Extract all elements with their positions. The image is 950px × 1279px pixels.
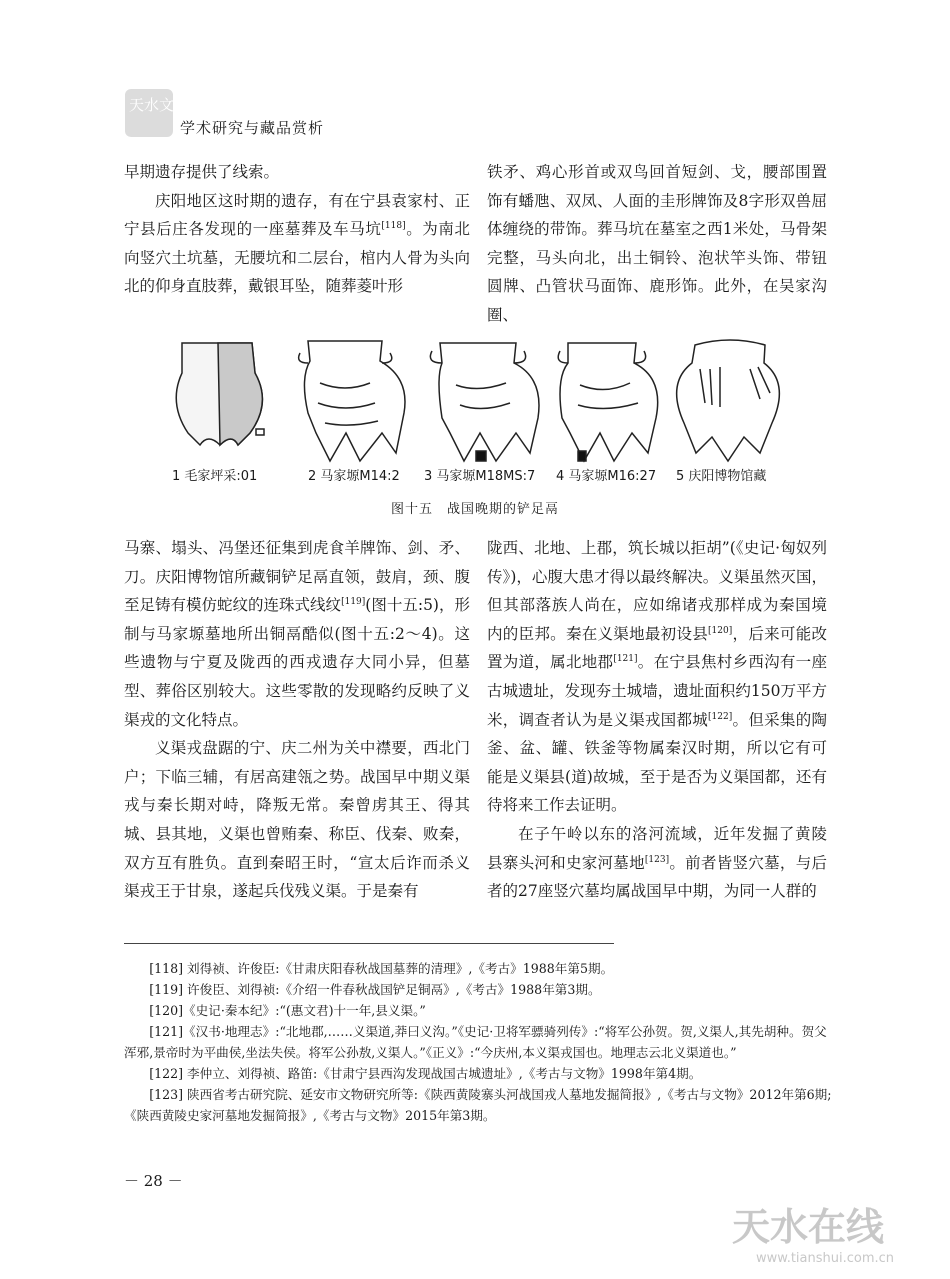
watermark-text: 天水在线 [732, 1205, 885, 1249]
reference-121[interactable]: [121] [613, 654, 638, 665]
paragraph: 铁矛、鸡心形首或双鸟回首短剑、戈，腰部围置饰有蟠虺、双凤、人面的圭形牌饰及8字形双兽屈体缠绕的带饰。葬马坑在墓室之西1米处，马骨架完整，马头向北，出土铜铃、泡状竿头饰、带钮圆牌、凸管状马面饰、鹿形饰。此外，在吴家沟圈、 [487, 163, 827, 324]
column-bottom-left [124, 534, 470, 906]
text-run: ，后来可能改置为道，属北地郡 [487, 624, 827, 672]
paragraph [487, 820, 827, 906]
text-run: 陇西、北地、上郡，筑长城以拒胡”(《史记·匈奴列传》)，心腹大患才得以最终解决。义渠虽然灭国，但其部落族人尚在，应如绵诸戎那样成为秦国境内的臣邦。秦在义渠地最初设县 [487, 539, 827, 643]
page-number: － 28 － [124, 1172, 183, 1190]
text-run: 。前者皆竖穴墓，与后者的27座竖穴墓均属战国早中期，为同一人群的 [487, 853, 827, 901]
logo-char-1: 天水文博 [129, 96, 190, 114]
paragraph [124, 187, 470, 301]
text-run: 在子午岭以东的洛河流域，近年发掘了黄陵县寨头河和史家河墓地 [487, 824, 827, 872]
footnote-122: [122] 李仲立、刘得祯、路笛:《甘肃宁县西沟发现战国古城遗址》,《考古与文物》1998年第4期。 [149, 1066, 702, 1081]
text-run: 马寨、塌头、冯堡还征集到虎食羊牌饰、剑、矛、刀。庆阳博物馆所藏铜铲足鬲直领，鼓肩，颈、腹至足铸有模仿蛇纹的连珠式线纹 [124, 539, 470, 615]
watermark-url: www.tianshui.com.cn [756, 1251, 895, 1266]
figure-label-3: 3 马家塬M18MS:7 [424, 469, 536, 484]
footnote-120: [120]《史记·秦本纪》:“(惠文君)十一年,县义渠。” [149, 1003, 426, 1018]
vessel-5 [677, 340, 780, 461]
vessel-4 [558, 343, 657, 461]
figure-label-4: 4 马家塬M16:27 [556, 469, 657, 484]
header-title: 学术研究与藏品赏析 [180, 119, 325, 137]
column-top-left [124, 158, 470, 301]
vessel-3 [430, 343, 539, 461]
paragraph [124, 534, 470, 734]
text-run: 。但采集的陶釜、盆、罐、铁釜等物属秦汉时期，所以它有可能是义渠县(道)故城，至于是否为义渠国都，还有待将来工作去证明。 [487, 710, 827, 815]
text-run: 。在宁县焦村乡西沟有一座古城遗址，发现夯土城墙，遗址面积约150万平方米，调查者认为是义渠戎国都城 [487, 653, 827, 729]
figure-label-2: 2 马家塬M14:2 [308, 469, 400, 484]
reference-118[interactable]: [118] [381, 221, 406, 232]
figure-label-1: 1 毛家坪采:01 [172, 469, 258, 484]
paragraph: 义渠戎盘踞的宁、庆二州为关中襟要，西北门户；下临三辅，有居高建瓴之势。战国早中期义渠戎与秦长期对峙，降叛无常。秦曾虏其王、得其城、县其地，义渠也曾贿秦、称臣、伐秦、败秦，双方互有胜负。直到秦昭王时，“宣太后诈而杀义渠戎王于甘泉，遂起兵伐残义渠。于是秦有 [124, 739, 470, 901]
vessel-1 [176, 343, 264, 445]
figure-label-5: 5 庆阳博物馆藏 [676, 469, 767, 484]
reference-120[interactable]: [120] [708, 625, 733, 636]
footnote-123: [123] 陕西省考古研究院、延安市文物研究所等:《陕西黄陵寨头河战国戎人墓地发掘简报》,《考古与文物》2012年第6期;《陕西黄陵史家河墓地发掘简报》,《考古与文物》2015年第3期。 [124, 1087, 832, 1123]
footnote-118: [118] 刘得祯、许俊臣:《甘肃庆阳春秋战国墓葬的清理》,《考古》1988年第5期。 [149, 961, 614, 976]
figure-labels [160, 465, 790, 485]
column-top-right [487, 158, 827, 330]
logo [124, 88, 190, 138]
footnotes [124, 958, 832, 1126]
watermark [726, 1200, 936, 1268]
column-bottom-right [487, 534, 827, 906]
footnote-divider [124, 943, 614, 944]
paragraph: 早期遗存提供了线索。 [124, 163, 280, 181]
figure-caption: 图十五 战国晚期的铲足鬲 [390, 502, 559, 517]
reference-123[interactable]: [123] [644, 854, 670, 865]
text-run: 庆阳地区这时期的遗存，有在宁县袁家村、正宁县后庄各发现的一座墓葬及车马坑 [124, 191, 470, 239]
footnote-121: [121]《汉书·地理志》:“北地郡,……义渠道,莽曰义沟。”《史记·卫将军骠骑列传》:“将军公孙贺。贺,义渠人,其先胡种。贺父浑邪,景帝时为平曲侯,坐法失侯。将军公孙敖,义渠人。”《正义》:“今庆州,本义渠戎国也。地理志云北义渠道也。” [124, 1024, 827, 1060]
reference-122[interactable]: [122] [708, 711, 733, 722]
footnote-119: [119] 许俊臣、刘得祯:《介绍一件春秋战国铲足铜鬲》,《考古》1988年第3期。 [149, 982, 601, 997]
vessel-2 [299, 341, 405, 461]
text-run: (图十五:5)，形制与马家塬墓地所出铜鬲酷似(图十五:2～4)。这些遗物与宁夏及陇西的西戎遗存大同小异，但墓型、葬俗区别较大。这些零散的发现略约反映了义渠戎的文化特点。 [124, 596, 470, 729]
paragraph [487, 534, 827, 820]
text-run: 。为南北向竖穴土坑墓，无腰坑和二层台，棺内人骨为头向北的仰身直肢葬，戴银耳坠，随葬菱叶形 [124, 220, 470, 296]
reference-119[interactable]: [119] [341, 597, 366, 608]
